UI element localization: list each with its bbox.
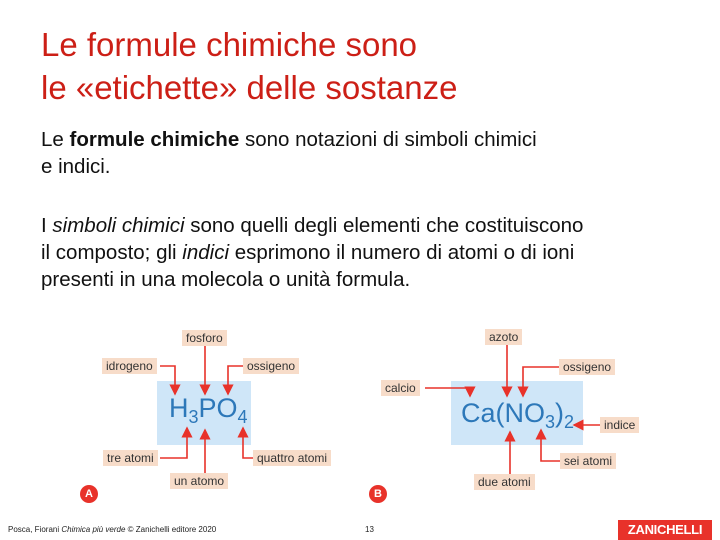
paragraph-1-line-1: Le formule chimiche sono notazioni di simboli chimici — [41, 128, 537, 151]
label-idrogeno: idrogeno — [102, 358, 157, 374]
badge-b: B — [369, 485, 387, 503]
arrow-calcio — [425, 388, 470, 396]
label-sei-atomi: sei atomi — [560, 453, 616, 469]
arrow-idrogeno — [160, 366, 175, 394]
label-un-atomo: un atomo — [170, 473, 228, 489]
label-tre-atomi: tre atomi — [103, 450, 158, 466]
arrow-ossigeno — [228, 366, 243, 394]
arrow-tre-atomi — [160, 428, 187, 458]
italic-term: indici — [182, 241, 229, 264]
paragraph-2-line-2: il composto; gli indici esprimono il numero di atomi o di ioni — [41, 241, 575, 264]
arrow-quattro-atomi — [243, 428, 253, 458]
label-due-atomi: due atomi — [474, 474, 535, 490]
paragraph-1-line-2: e indici. — [41, 155, 111, 178]
badge-a: A — [80, 485, 98, 503]
page-title-line-1: Le formule chimiche sono — [41, 26, 418, 63]
paragraph-2-line-3: presenti in una molecola o unità formula. — [41, 268, 411, 291]
bold-term: formule chimiche — [69, 128, 240, 151]
label-ossigeno-a: ossigeno — [243, 358, 299, 374]
page-number: 13 — [365, 525, 374, 534]
arrow-sei-atomi — [541, 430, 560, 461]
label-quattro-atomi: quattro atomi — [253, 450, 331, 466]
page-title-line-2: le «etichette» delle sostanze — [41, 69, 458, 106]
label-ossigeno-b: ossigeno — [559, 359, 615, 375]
paragraph-2-line-1: I simboli chimici sono quelli degli elementi che costituiscono — [41, 214, 584, 237]
label-azoto: azoto — [485, 329, 522, 345]
label-indice: indice — [600, 417, 639, 433]
label-fosforo: fosforo — [182, 330, 227, 346]
footer-credit: Posca, Fiorani Chimica più verde © Zanichelli editore 2020 — [8, 525, 217, 534]
italic-term: simboli chimici — [52, 214, 185, 237]
formula-h3po4: $H_3PO_4$ — [169, 393, 248, 427]
formula-ca-no3-2: $Ca(NO_3)_2$ — [461, 398, 575, 432]
arrow-ossigeno-b — [523, 367, 559, 396]
label-calcio: calcio — [381, 380, 420, 396]
zanichelli-logo: ZANICHELLI — [618, 520, 712, 540]
